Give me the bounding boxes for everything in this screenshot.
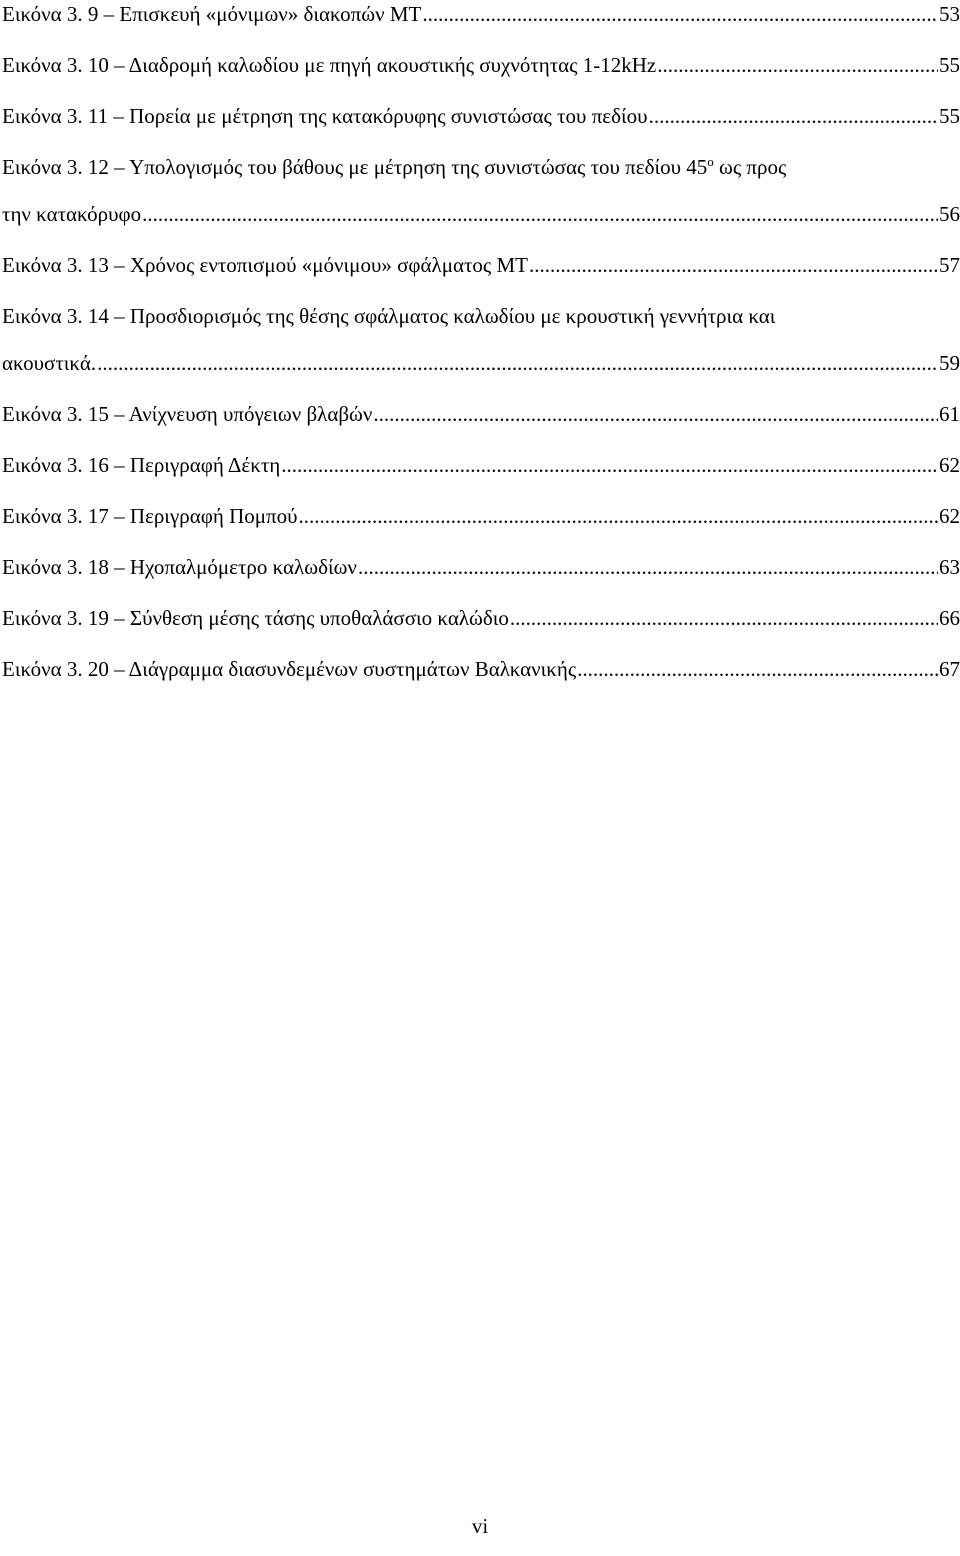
toc-dot-leader: [422, 2, 938, 26]
toc-page-number: 56: [939, 202, 960, 226]
toc-dot-leader: [510, 606, 938, 630]
toc-entry-label: Εικόνα 3. 17 – Περιγραφή Πομπού: [2, 504, 298, 528]
toc-dot-leader: [529, 253, 938, 277]
toc-page-number: 62: [939, 504, 960, 528]
toc-entry-label: Εικόνα 3. 16 – Περιγραφή Δέκτη: [2, 453, 281, 477]
toc-entry[interactable]: [2, 51, 960, 77]
toc-entry-label-line2: ακουστικά.: [2, 351, 97, 375]
toc-page-number: 59: [939, 351, 960, 375]
page-number-footer: vi: [471, 1514, 489, 1538]
toc-entry-label: Εικόνα 3. 20 – Διάγραμμα διασυνδεμένων συστημάτων Βαλκανικής: [2, 657, 577, 681]
toc-dot-leader: [281, 453, 938, 477]
toc-page-number: 55: [939, 104, 960, 128]
toc-entry-label: Εικόνα 3. 11 – Πορεία με μέτρηση της κατακόρυφης συνιστώσας του πεδίου: [2, 104, 648, 128]
toc-entry-label: Εικόνα 3. 19 – Σύνθεση μέσης τάσης υποθαλάσσιο καλώδιο: [2, 606, 509, 630]
toc-entry-label: Εικόνα 3. 18 – Ηχοπαλμόμετρο καλωδίων: [2, 555, 357, 579]
toc-page-number: 55: [939, 53, 960, 77]
toc-page-number: 57: [939, 253, 960, 277]
toc-page-number: 53: [939, 2, 960, 26]
toc-dot-leader: [649, 104, 938, 128]
toc-entry[interactable]: [2, 102, 960, 128]
toc-entry-label-line1: Εικόνα 3. 14 – Προσδιορισμός της θέσης σφάλματος καλωδίου με κρουστική γεννήτρια και: [2, 304, 776, 328]
toc-entry-label: Εικόνα 3. 15 – Ανίχνευση υπόγειων βλαβών: [2, 402, 373, 426]
toc-entry[interactable]: [2, 502, 960, 528]
toc-dot-leader: [657, 53, 938, 77]
toc-page-number: 61: [939, 402, 960, 426]
toc-page-number: 62: [939, 453, 960, 477]
toc-entry[interactable]: [2, 0, 960, 26]
table-of-figures: [2, 0, 960, 706]
toc-page-number: 67: [939, 657, 960, 681]
toc-entry-label: Εικόνα 3. 9 – Επισκευή «μόνιμων» διακοπών ΜΤ: [2, 2, 422, 26]
toc-dot-leader: [97, 351, 938, 375]
toc-entry[interactable]: [2, 553, 960, 579]
toc-entry-label: Εικόνα 3. 10 – Διαδρομή καλωδίου με πηγή ακουστικής συχνότητας 1-12kHz: [2, 53, 657, 77]
toc-entry-label-line1: Εικόνα 3. 12 – Υπολογισμός του βάθους με μέτρηση της συνιστώσας του πεδίου $45^o$ ως προς: [2, 154, 787, 179]
toc-dot-leader: [142, 202, 938, 226]
toc-entry[interactable]: [2, 302, 960, 375]
toc-page-number: 66: [939, 606, 960, 630]
toc-entry-label: Εικόνα 3. 13 – Χρόνος εντοπισμού «μόνιμου» σφάλματος ΜΤ: [2, 253, 528, 277]
toc-dot-leader: [299, 504, 939, 528]
toc-entry[interactable]: [2, 655, 960, 681]
toc-dot-leader: [358, 555, 938, 579]
toc-dot-leader: [577, 657, 938, 681]
toc-entry[interactable]: [2, 451, 960, 477]
toc-entry[interactable]: [2, 153, 960, 226]
toc-entry[interactable]: [2, 604, 960, 630]
toc-entry[interactable]: [2, 400, 960, 426]
toc-entry[interactable]: [2, 251, 960, 277]
degree-superscript: ο: [707, 154, 714, 169]
toc-page-number: 63: [939, 555, 960, 579]
toc-dot-leader: [373, 402, 938, 426]
toc-entry-label-line2: την κατακόρυφο: [2, 202, 142, 226]
